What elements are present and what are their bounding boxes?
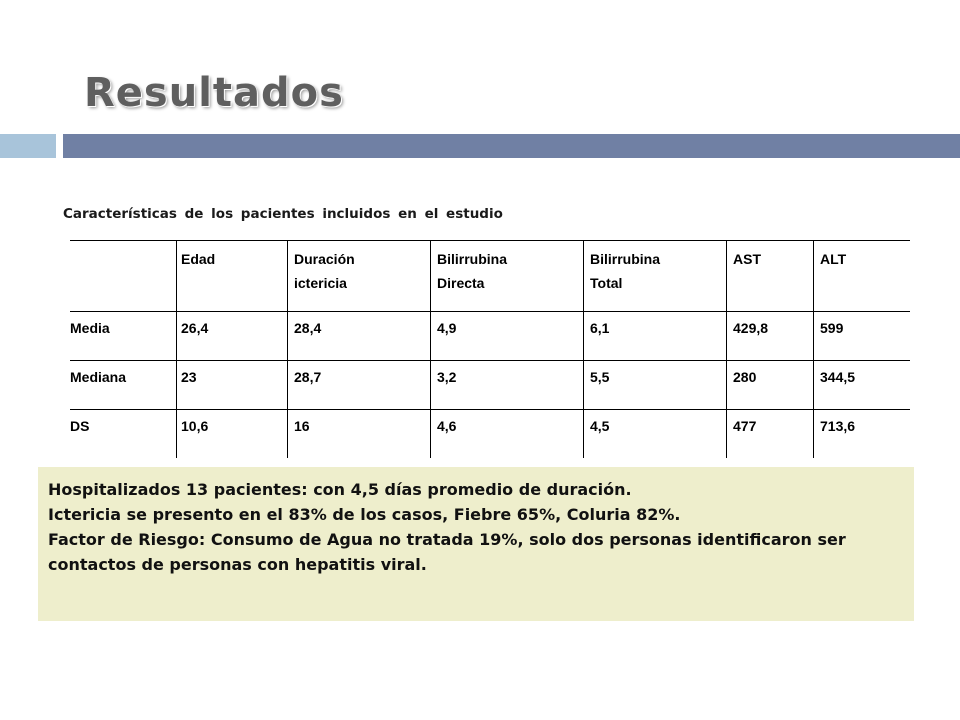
header-cell-alt: ALT — [814, 241, 911, 312]
table-row-media — [70, 312, 910, 361]
header-cell-ast: AST — [727, 241, 814, 312]
header-cell-bilirrubina-directa: Bilirrubina Directa — [431, 241, 584, 312]
table-cell: 344,5 — [814, 361, 911, 410]
table-cell: 280 — [727, 361, 814, 410]
row-label: Mediana — [70, 369, 127, 385]
accent-bar-right — [63, 134, 960, 158]
slide-title: Resultados — [84, 70, 344, 116]
results-table — [70, 240, 910, 458]
accent-bar-left — [0, 134, 56, 158]
summary-line: Hospitalizados 13 pacientes: con 4,5 días promedio de duración. — [48, 480, 632, 499]
table-cell: 599 — [814, 312, 911, 361]
table-cell: 6,1 — [584, 312, 727, 361]
table-cell: 26,4 — [177, 312, 288, 361]
table-row-ds — [70, 410, 910, 459]
row-label: DS — [70, 418, 90, 434]
header-cell-duracion: Duración ictericia — [288, 241, 431, 312]
table-cell: 5,5 — [584, 361, 727, 410]
summary-line: Factor de Riesgo: Consumo de Agua no tratada 19%, solo dos personas identificaron ser contactos de personas con hepatitis viral. — [48, 530, 846, 574]
table-cell: 3,2 — [431, 361, 584, 410]
header-cell-empty — [70, 241, 177, 312]
table-cell: 10,6 — [177, 410, 288, 459]
row-label: Media — [70, 320, 110, 336]
table-row-mediana — [70, 361, 910, 410]
table-caption: Características de los pacientes incluidos en el estudio — [63, 206, 503, 222]
header-cell-edad: Edad — [177, 241, 288, 312]
table-cell: 16 — [288, 410, 431, 459]
table-cell: 477 — [727, 410, 814, 459]
table-cell: 28,4 — [288, 312, 431, 361]
table-cell: 4,6 — [431, 410, 584, 459]
header-cell-bilirrubina-total: Bilirrubina Total — [584, 241, 727, 312]
table-cell: 713,6 — [814, 410, 911, 459]
table-cell: 4,9 — [431, 312, 584, 361]
table-cell: 23 — [177, 361, 288, 410]
table-cell: 429,8 — [727, 312, 814, 361]
table-cell: 4,5 — [584, 410, 727, 459]
table-cell: 28,7 — [288, 361, 431, 410]
summary-line: Ictericia se presento en el 83% de los casos, Fiebre 65%, Coluria 82%. — [48, 505, 681, 524]
summary-box — [38, 467, 914, 621]
table-header-row — [70, 241, 910, 312]
